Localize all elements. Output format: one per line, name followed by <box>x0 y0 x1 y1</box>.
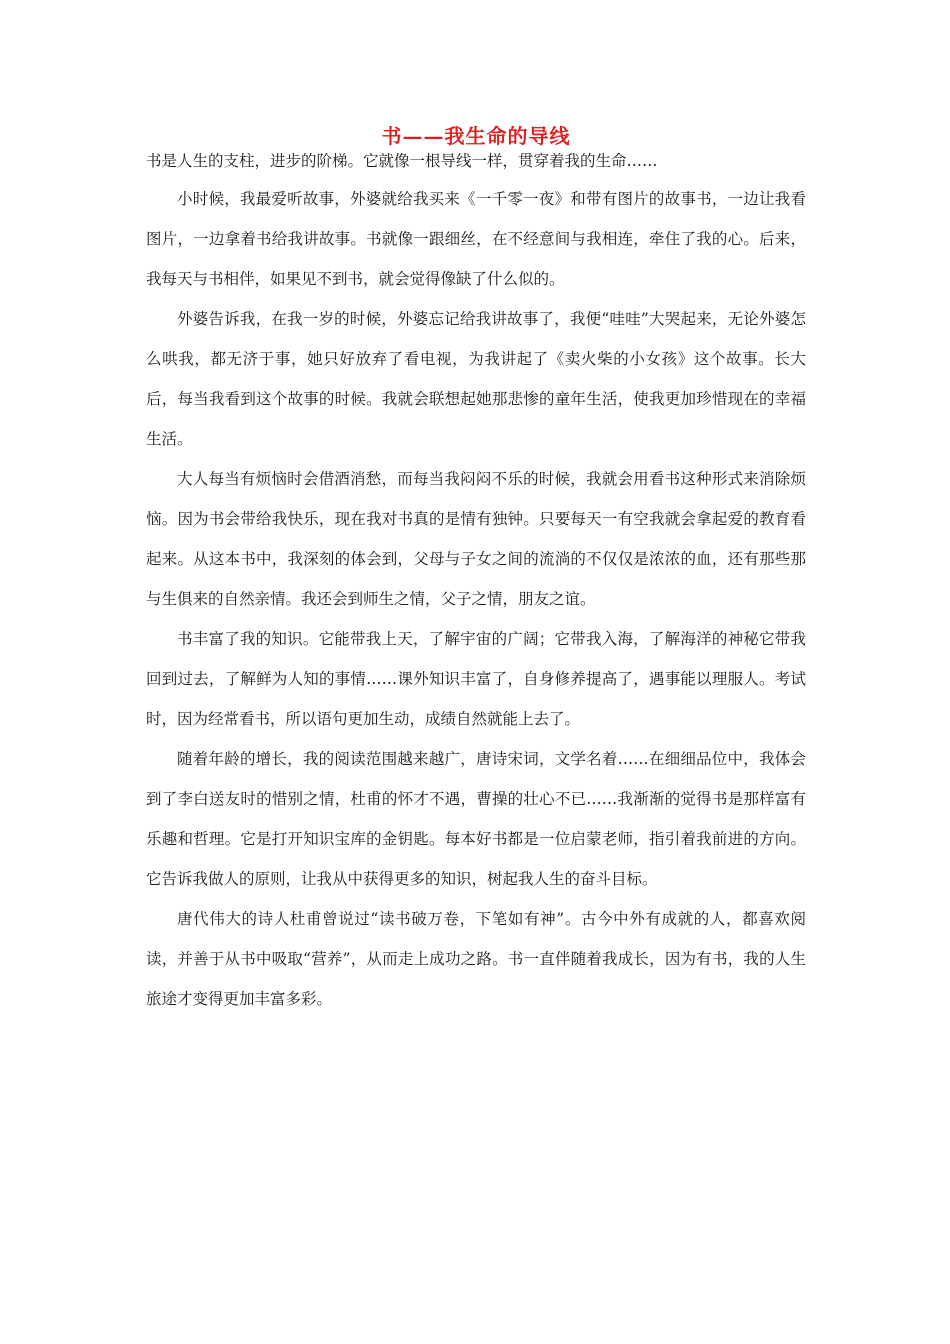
lead-paragraph: 书是人生的支柱，进步的阶梯。它就像一根导线一样，贯穿着我的生命…… <box>146 152 658 170</box>
body-paragraph: 随着年龄的增长，我的阅读范围越来越广，唐诗宋词，文学名着……在细细品位中，我体会到了李白送友时的惜别之情，杜甫的怀才不遇，曹操的壮心不已……我渐渐的觉得书是那样富有乐趣和哲理。它是打开知识宝库的金钥匙。每本好书都是一位启蒙老师，指引着我前进的方向。它告诉我做人的原则，让我从中获得更多的知识，树起我人生的奋斗目标。 <box>146 750 806 888</box>
document-title: 书——我生命的导线 <box>381 124 571 148</box>
body-paragraph: 大人每当有烦恼时会借酒消愁，而每当我闷闷不乐的时候，我就会用看书这种形式来消除烦恼。因为书会带给我快乐，现在我对书真的是情有独钟。只要每天一有空我就会拿起爱的教育看起来。从这本书中，我深刻的体会到，父母与子女之间的流淌的不仅仅是浓浓的血，还有那些那与生俱来的自然亲情。我还会到师生之情，父子之情，朋友之谊。 <box>146 470 806 608</box>
body-paragraph: 书丰富了我的知识。它能带我上天，了解宇宙的广阔；它带我入海，了解海洋的神秘它带我回到过去，了解鲜为人知的事情……课外知识丰富了，自身修养提高了，遇事能以理服人。考试时，因为经常看书，所以语句更加生动，成绩自然就能上去了。 <box>146 630 806 728</box>
document-page <box>146 118 806 1019</box>
body-paragraph: 外婆告诉我，在我一岁的时候，外婆忘记给我讲故事了，我便“哇哇”大哭起来，无论外婆怎么哄我，都无济于事，她只好放弃了看电视，为我讲起了《卖火柴的小女孩》这个故事。长大后，每当我看到这个故事的时候。我就会联想起她那悲惨的童年生活，使我更加珍惜现在的幸福生活。 <box>146 310 806 448</box>
body-paragraph: 小时候，我最爱听故事，外婆就给我买来《一千零一夜》和带有图片的故事书，一边让我看图片，一边拿着书给我讲故事。书就像一跟细丝，在不经意间与我相连，牵住了我的心。后来，我每天与书相伴，如果见不到书，就会觉得像缺了什么似的。 <box>146 190 806 288</box>
body-paragraph: 唐代伟大的诗人杜甫曾说过“读书破万卷，下笔如有神”。古今中外有成就的人，都喜欢阅读，并善于从书中吸取“营养”，从而走上成功之路。书一直伴随着我成长，因为有书，我的人生旅途才变得更加丰富多彩。 <box>146 910 806 1008</box>
